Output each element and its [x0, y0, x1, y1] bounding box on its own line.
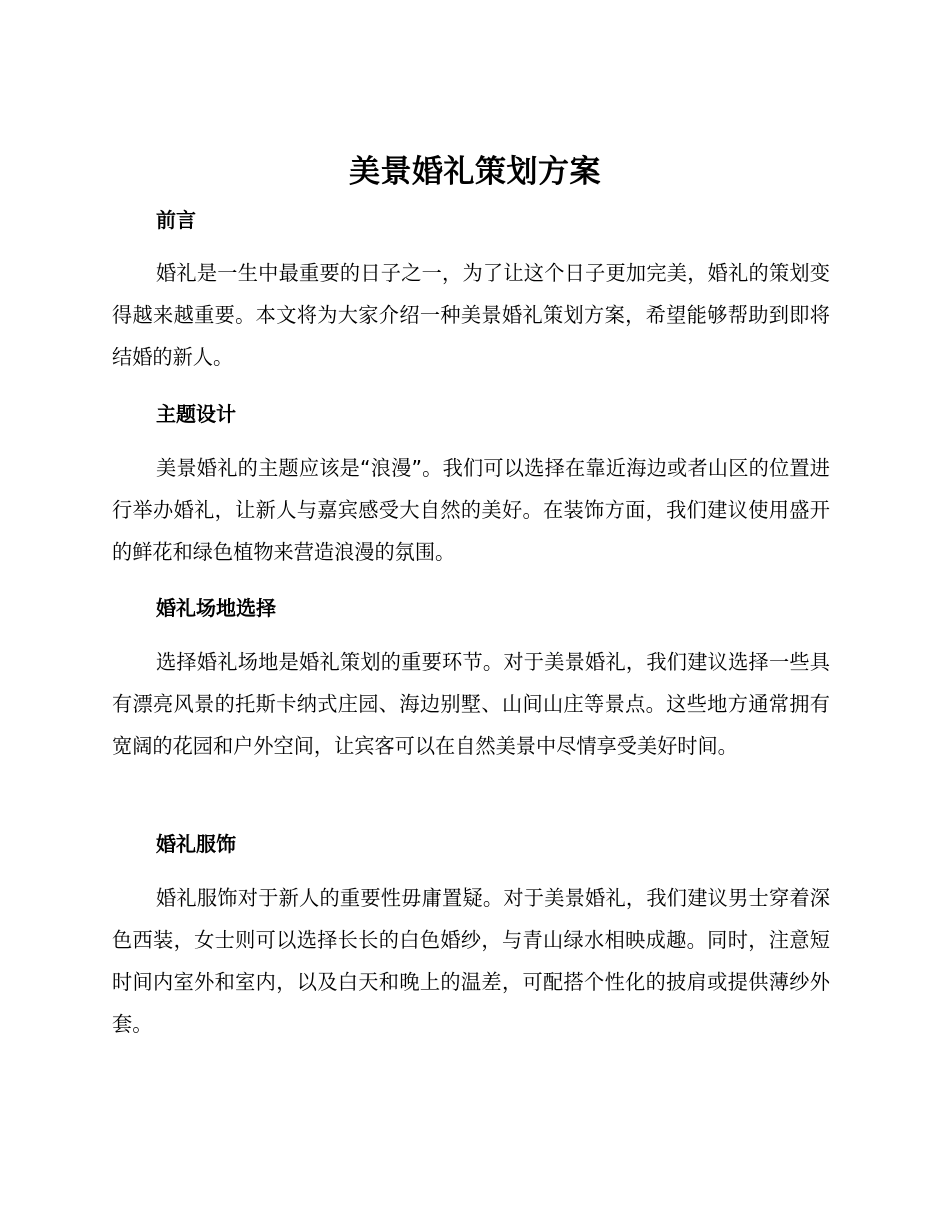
section-heading-preface: 前言	[156, 208, 196, 232]
section-paragraph-theme-design: 美景婚礼的主题应该是“浪漫”。我们可以选择在靠近海边或者山区的位置进行举办婚礼，让新人与嘉宾感受大自然的美好。在装饰方面，我们建议使用盛开的鲜花和绿色植物来营造浪漫的氛围。	[112, 456, 830, 564]
section-paragraph-wedding-attire: 婚礼服饰对于新人的重要性毋庸置疑。对于美景婚礼，我们建议男士穿着深色西装，女士则可以选择长长的白色婚纱，与青山绿水相映成趣。同时，注意短时间内室外和室内，以及白天和晚上的温差，可配搭个性化的披肩或提供薄纱外套。	[112, 886, 830, 1036]
section-heading-wedding-attire: 婚礼服饰	[156, 832, 236, 856]
document-title: 美景婚礼策划方案	[349, 154, 601, 190]
section-heading-theme-design: 主题设计	[156, 402, 236, 426]
section-heading-venue-selection: 婚礼场地选择	[156, 596, 276, 620]
section-paragraph-venue-selection: 选择婚礼场地是婚礼策划的重要环节。对于美景婚礼，我们建议选择一些具有漂亮风景的托斯卡纳式庄园、海边别墅、山间山庄等景点。这些地方通常拥有宽阔的花园和户外空间，让宾客可以在自然美景中尽情享受美好时间。	[112, 650, 830, 758]
section-paragraph-preface: 婚礼是一生中最重要的日子之一，为了让这个日子更加完美，婚礼的策划变得越来越重要。本文将为大家介绍一种美景婚礼策划方案，希望能够帮助到即将结婚的新人。	[112, 261, 830, 369]
